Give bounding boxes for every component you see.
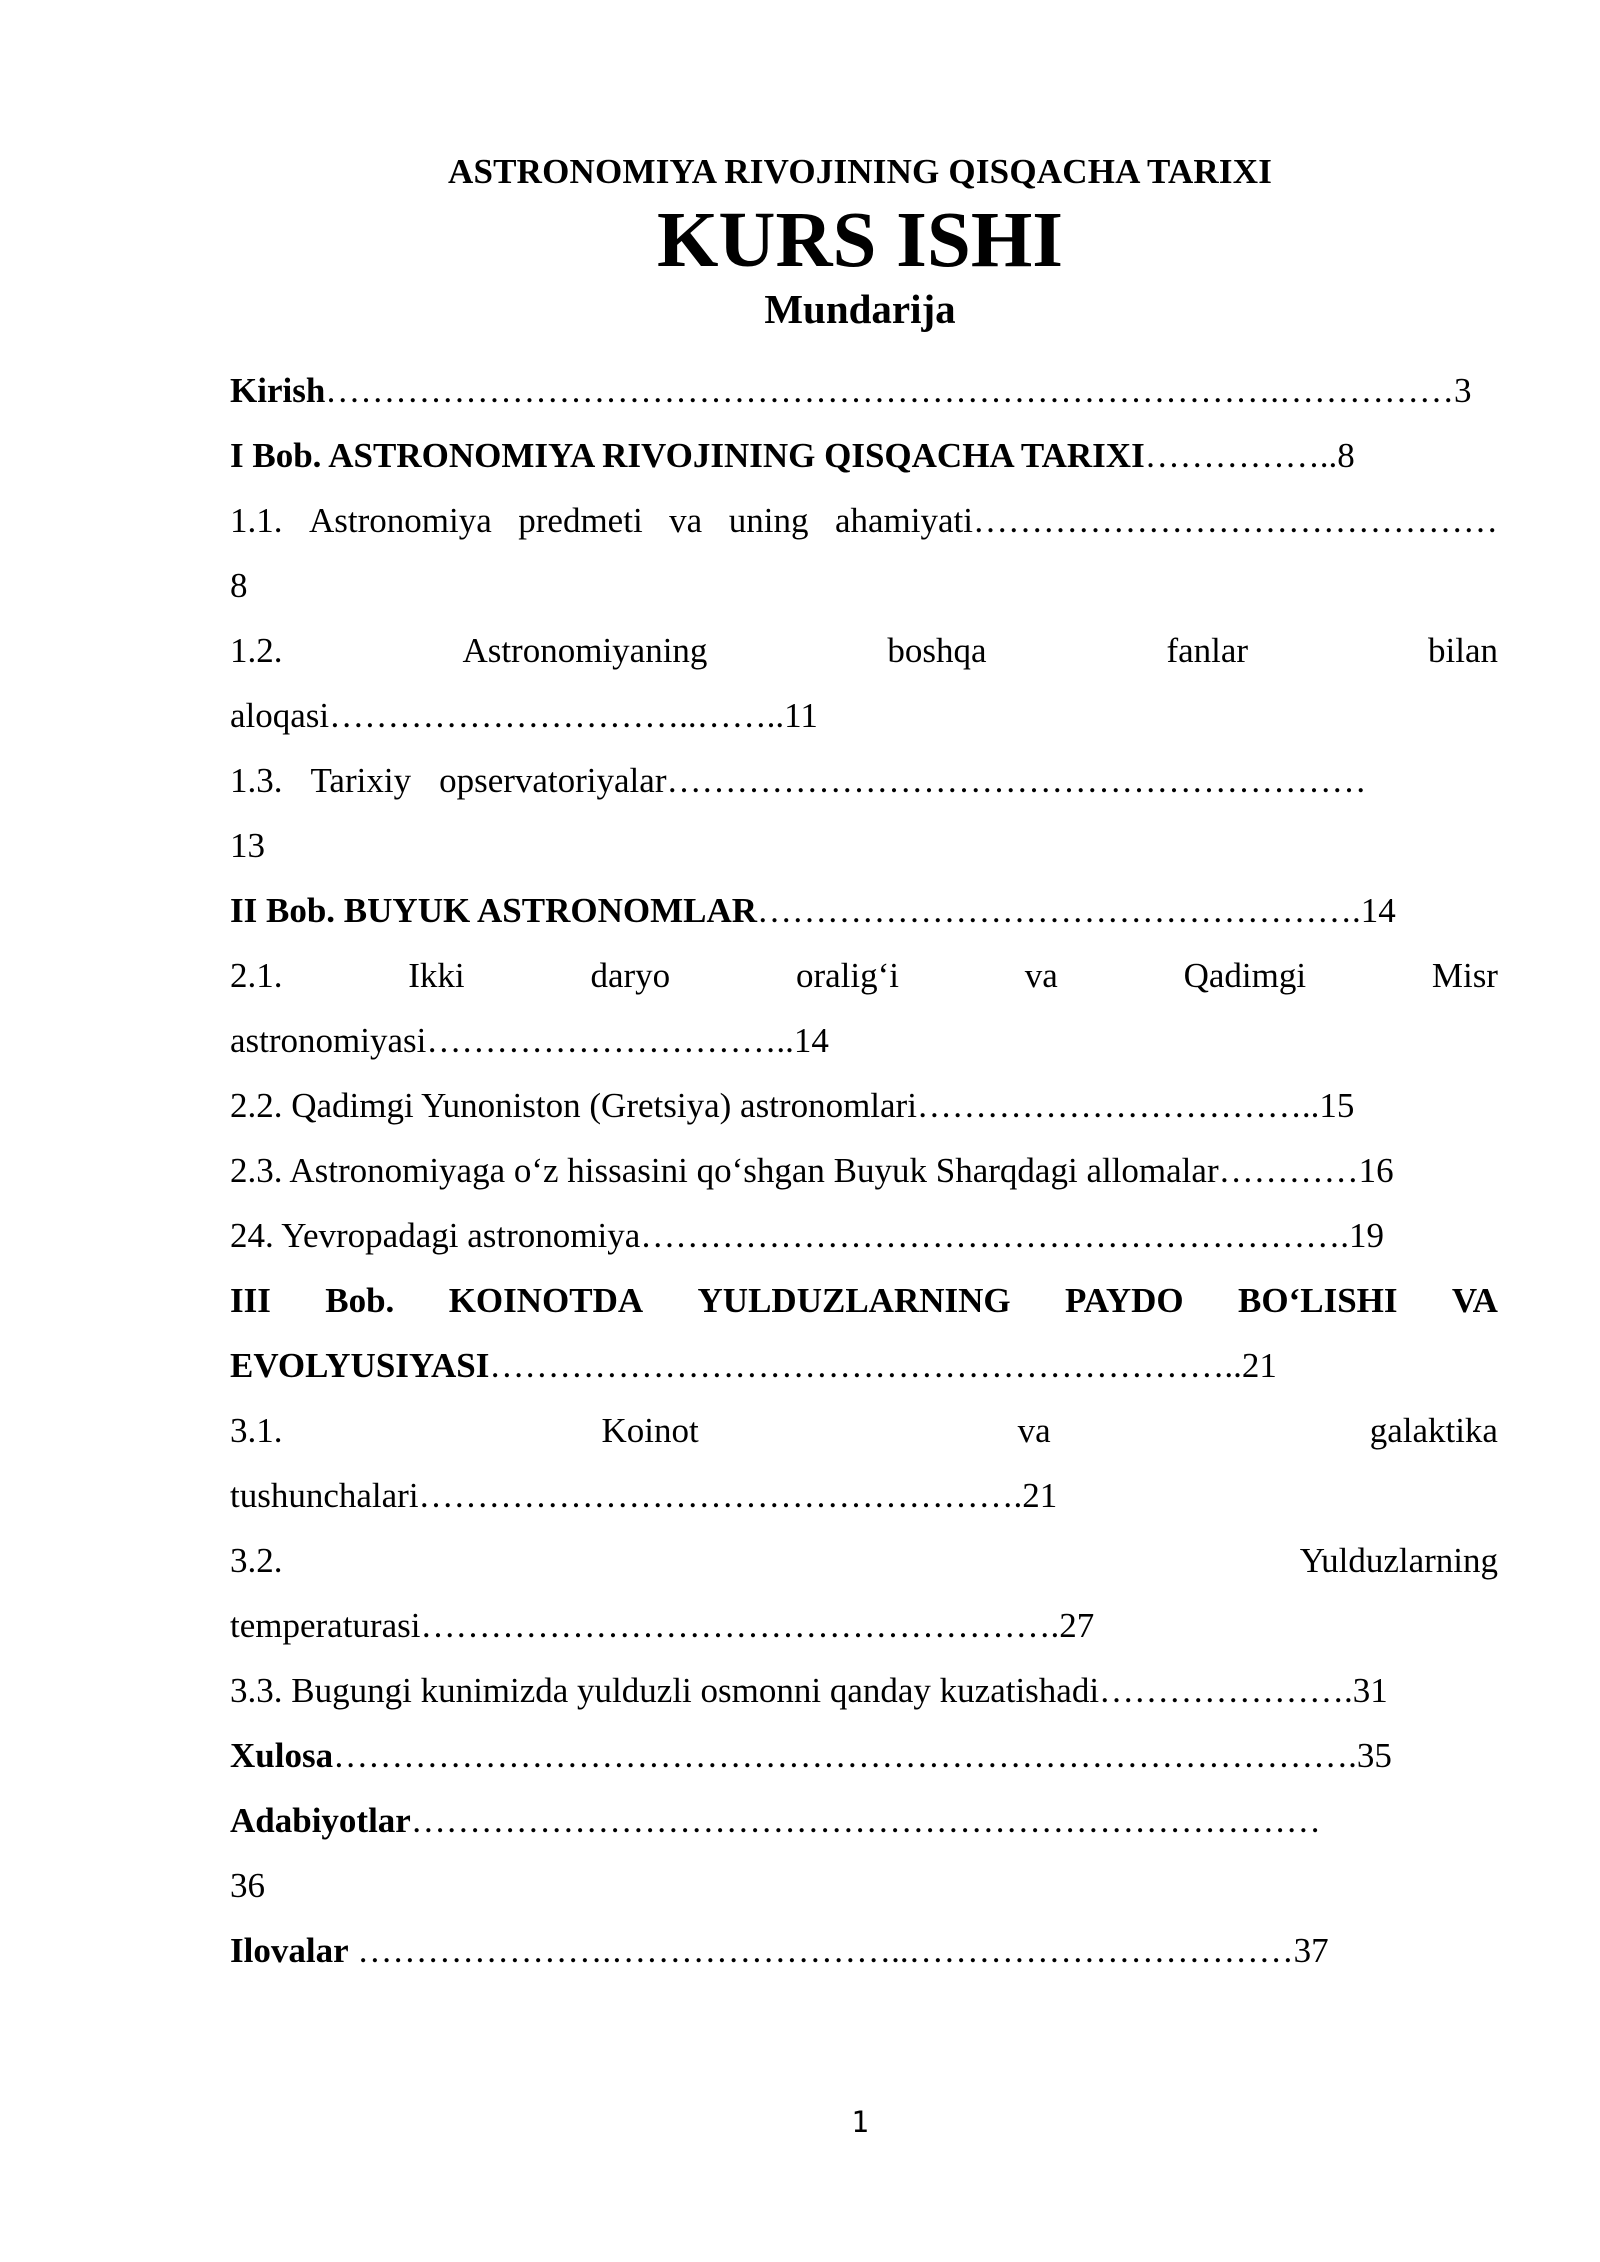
toc-word: Qadimgi <box>1183 956 1307 995</box>
toc-entry-1-1-page <box>230 553 1498 618</box>
toc-word: galaktika <box>1369 1411 1498 1450</box>
toc-word: uning <box>728 501 809 540</box>
toc-entry-kirish <box>230 358 1498 423</box>
toc-word: III <box>230 1281 271 1320</box>
toc-entry-label: I Bob. ASTRONOMIYA RIVOJINING QISQACHA TARIXI <box>230 436 1145 475</box>
toc-entry-1-3 <box>230 748 1498 813</box>
toc-entry-label: Xulosa <box>230 1736 334 1775</box>
toc-entry-bob2 <box>230 878 1498 943</box>
toc-entry-leader: …………………………………………….14 <box>757 891 1396 930</box>
document-top-title: ASTRONOMIYA RIVOJINING QISQACHA TARIXI <box>447 152 1273 191</box>
toc-entry-1-2 <box>230 618 1498 683</box>
toc-entry-label: II Bob. BUYUK ASTRONOMLAR <box>230 891 758 930</box>
toc-continuation: temperaturasi……………………………………………….27 <box>230 1606 1095 1645</box>
toc-entry-3-2 <box>230 1528 1498 1593</box>
toc-word: oralig‘i <box>795 956 899 995</box>
toc-word: va <box>1017 1411 1051 1450</box>
page-number: 1 <box>851 2105 869 2139</box>
toc-word: Misr <box>1431 956 1498 995</box>
toc-page-number: 13 <box>230 826 265 865</box>
toc-word: va <box>1024 956 1058 995</box>
toc-word: VA <box>1451 1281 1498 1320</box>
toc-word: fanlar <box>1166 631 1249 670</box>
toc-word: predmeti <box>518 501 643 540</box>
toc-entry-leader: …………………………………………………………………… <box>410 1801 1321 1840</box>
toc-entry-text: 2.2. Qadimgi Yunoniston (Gretsiya) astronomlari……………………………..15 <box>230 1086 1355 1125</box>
toc-entry-text: 3.3. Bugungi kunimizda yulduzli osmonni qanday kuzatishadi………………….31 <box>230 1671 1388 1710</box>
toc-continuation: aloqasi…………………………..……..11 <box>230 696 818 735</box>
toc-entry-leader: ……………………………………………………………………….……………3 <box>325 371 1472 410</box>
toc-entry-text: 2.3. Astronomiyaga o‘z hissasini qo‘shgan Buyuk Sharqdagi allomalar…………16 <box>230 1151 1394 1190</box>
toc-word: 2.1. <box>230 956 283 995</box>
toc-entry-3-2-cont <box>230 1593 1498 1658</box>
toc-word: boshqa <box>887 631 987 670</box>
toc-entry-bob3-cont <box>230 1333 1498 1398</box>
toc-entry-leader: ………………….……………………..……………………………37 <box>348 1931 1329 1970</box>
toc-word: Astronomiyaning <box>462 631 708 670</box>
toc-entry-label: Ilovalar <box>230 1931 349 1970</box>
toc-word: 1.1. <box>230 501 283 540</box>
toc-entry-label: EVOLYUSIYASI <box>230 1346 490 1385</box>
toc-entry-3-1-cont <box>230 1463 1498 1528</box>
toc-word: ahamiyati……………………………………… <box>834 501 1498 540</box>
toc-continuation: astronomiyasi…………………………..14 <box>230 1021 829 1060</box>
toc-entry-1-3-page <box>230 813 1498 878</box>
toc-entry-adabiyotlar <box>230 1788 1498 1853</box>
toc-entry-ilovalar <box>230 1918 1498 1983</box>
table-of-contents <box>230 358 1498 1983</box>
toc-entry-label: Kirish <box>230 371 326 410</box>
toc-word: Yulduzlarning <box>1299 1541 1498 1580</box>
toc-entry-3-1 <box>230 1398 1498 1463</box>
toc-word: Astronomiya <box>309 501 492 540</box>
toc-entry-text: 24. Yevropadagi astronomiya…………………………………………………….19 <box>230 1216 1384 1255</box>
toc-word: bilan <box>1428 631 1498 670</box>
toc-word: 3.1. <box>230 1411 283 1450</box>
toc-word: 1.3. <box>230 761 283 800</box>
toc-entry-2-2 <box>230 1073 1498 1138</box>
toc-word: Ikki <box>408 956 465 995</box>
document-main-title: KURS ISHI <box>656 197 1064 284</box>
toc-page-number: 36 <box>230 1866 265 1905</box>
toc-entry-bob1 <box>230 423 1498 488</box>
toc-word: Bob. <box>325 1281 395 1320</box>
contents-heading: Mundarija <box>764 286 956 332</box>
toc-entry-leader: ………………………………………………………..21 <box>489 1346 1277 1385</box>
toc-entry-2-3 <box>230 1138 1498 1203</box>
toc-word: PAYDO <box>1065 1281 1184 1320</box>
toc-entry-2-4 <box>230 1203 1498 1268</box>
toc-entry-leader: …………………………………………………………………………….35 <box>333 1736 1392 1775</box>
toc-continuation: tushunchalari…………………………………………….21 <box>230 1476 1058 1515</box>
toc-entry-xulosa <box>230 1723 1498 1788</box>
toc-word: 3.2. <box>230 1541 283 1580</box>
toc-word: Tarixiy <box>310 761 412 800</box>
toc-page-number: 8 <box>230 566 248 605</box>
toc-word: YULDUZLARNING <box>697 1281 1011 1320</box>
toc-word: daryo <box>590 956 671 995</box>
toc-entry-3-3 <box>230 1658 1498 1723</box>
toc-entry-bob3 <box>230 1268 1498 1333</box>
toc-entry-label: Adabiyotlar <box>230 1801 411 1840</box>
toc-word: BO‘LISHI <box>1238 1281 1398 1320</box>
toc-entry-1-1 <box>230 488 1498 553</box>
toc-entry-1-2-cont <box>230 683 1498 748</box>
toc-entry-leader: ……………..8 <box>1144 436 1355 475</box>
toc-word: opservatoriyalar…………………………………………………… <box>439 761 1367 800</box>
toc-word: KOINOTDA <box>448 1281 644 1320</box>
toc-word: Koinot <box>601 1411 699 1450</box>
toc-word: 1.2. <box>230 631 283 670</box>
toc-entry-2-1-cont <box>230 1008 1498 1073</box>
toc-word: va <box>669 501 703 540</box>
toc-entry-adabiyotlar-page <box>230 1853 1498 1918</box>
toc-entry-2-1 <box>230 943 1498 1008</box>
